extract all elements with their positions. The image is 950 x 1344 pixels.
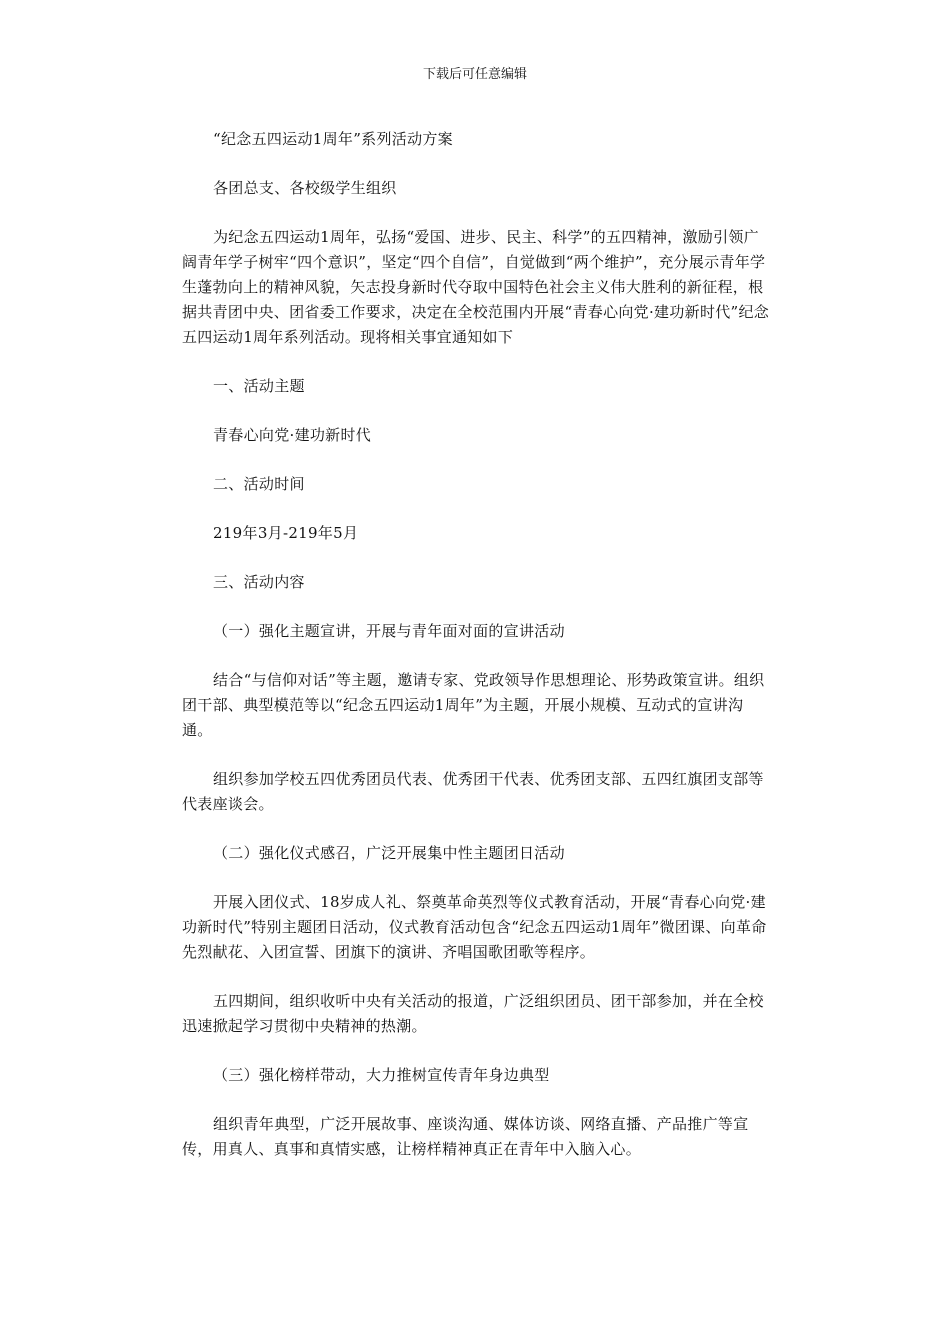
section-heading-theme: 一、活动主题	[213, 377, 305, 395]
section-body-theme: 青春心向党·建功新时代	[213, 426, 372, 444]
subsection-1-paragraph-2: 组织参加学校五四优秀团员代表、优秀团干代表、优秀团支部、五四红旗团支部等代表座谈会。	[182, 770, 764, 813]
page-header: 下载后可任意编辑	[422, 67, 527, 82]
document-body	[182, 127, 772, 1162]
subsection-heading-3: （三）强化榜样带动，大力推树宣传青年身边典型	[213, 1066, 550, 1084]
recipients-line: 各团总支、各校级学生组织	[213, 179, 397, 197]
subsection-1-paragraph-1: 结合“与信仰对话”等主题，邀请专家、党政领导作思想理论、形势政策宣讲。组织团干部、典型模范等以“纪念五四运动1周年”为主题，开展小规模、互动式的宣讲沟通。	[182, 671, 765, 739]
document-title: “纪念五四运动1周年”系列活动方案	[213, 130, 453, 148]
section-body-time: 219年3月-219年5月	[213, 524, 359, 542]
subsection-2-paragraph-2: 五四期间，组织收听中央有关活动的报道，广泛组织团员、团干部参加，并在全校迅速掀起学习贯彻中央精神的热潮。	[182, 992, 764, 1035]
subsection-heading-2: （二）强化仪式感召，广泛开展集中性主题团日活动	[213, 844, 565, 862]
subsection-2-paragraph-1: 开展入团仪式、18岁成人礼、祭奠革命英烈等仪式教育活动，开展“青春心向党·建功新时代”特别主题团日活动，仪式教育活动包含“纪念五四运动1周年”微团课、向革命先烈献花、入团宣誓、团旗下的演讲、齐唱国歌团歌等程序。	[182, 893, 767, 961]
subsection-3-paragraph-1: 组织青年典型，广泛开展故事、座谈沟通、媒体访谈、网络直播、产品推广等宣传，用真人、真事和真情实感，让榜样精神真正在青年中入脑入心。	[182, 1115, 749, 1158]
intro-paragraph: 为纪念五四运动1周年，弘扬“爱国、进步、民主、科学”的五四精神，激励引领广阔青年学子树牢“四个意识”，坚定“四个自信”，自觉做到“两个维护”，充分展示青年学生蓬勃向上的精神风貌，矢志投身新时代夺取中国特色社会主义伟大胜利的新征程，根据共青团中央、团省委工作要求，决定在全校范围内开展“青春心向党·建功新时代”纪念五四运动1周年系列活动。现将相关事宜通知如下	[182, 228, 770, 346]
section-heading-time: 二、活动时间	[213, 475, 305, 493]
section-heading-content: 三、活动内容	[213, 573, 305, 591]
subsection-heading-1: （一）强化主题宣讲，开展与青年面对面的宣讲活动	[213, 622, 565, 640]
